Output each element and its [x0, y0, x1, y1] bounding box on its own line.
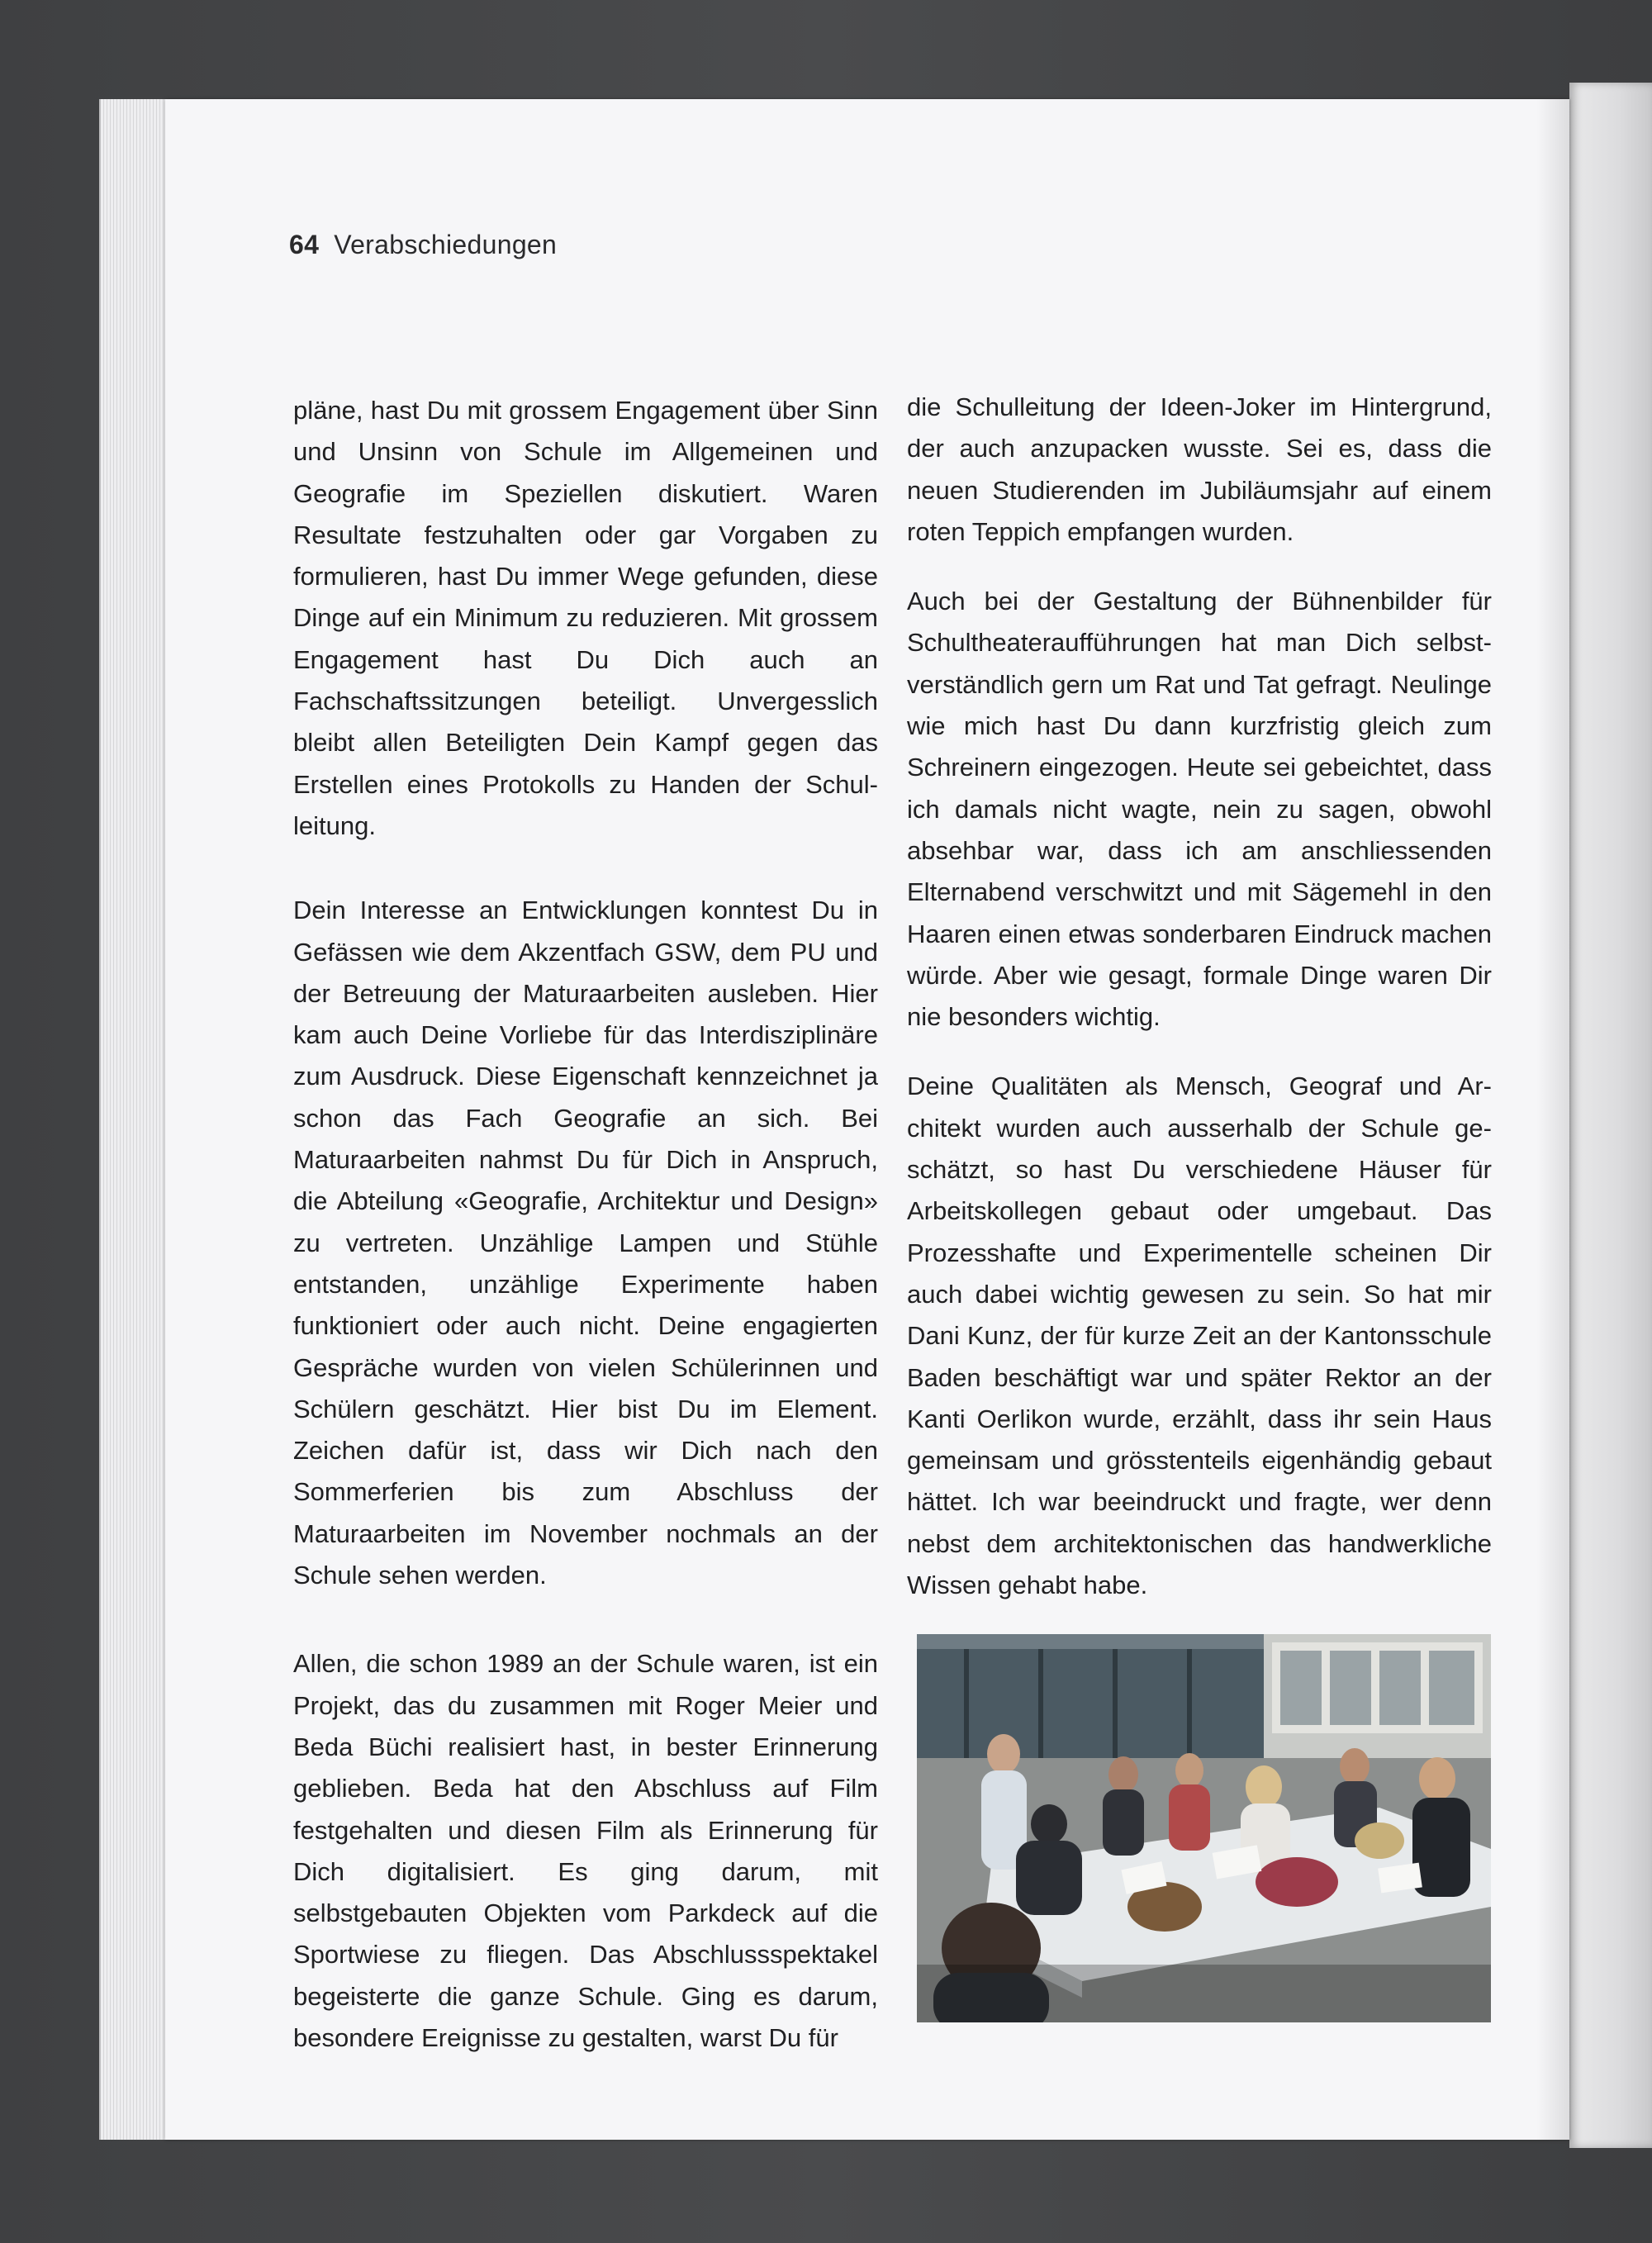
paragraph: Deine Qualitäten als Mensch, Geograf und Architekt wurden auch ausserhalb der Schule geschätzt, so hast Du verschiedene Häuser für Arbeitskollegen gebaut oder umgebaut. Das Prozesshafte und Experimentelle scheinen Dir auch dabei wichtig gewesen zu sein. So hat mir Dani Kunz, der für kurze Zeit an der Kantonsschule Baden beschäftigt war und später Rektor an der Kanti Oerlikon wurde, erzählt, dass ihr sein Haus gemeinsam und grösstenteils eigenhändig gebaut hättet. Ich war beeindruckt und fragte, wer denn nebst dem architektonischen das handwerkliche Wissen gehabt habe.	[907, 1072, 1492, 1600]
photo-illustration	[917, 1634, 1491, 2022]
facing-page-edge	[1569, 83, 1652, 2148]
paragraph: Dein Interesse an Entwicklungen konntest Du in Gefässen wie dem Akzentfach GSW, dem PU und der Betreuung der Maturaarbeiten ausleben. Hier kam auch Deine Vorliebe für das Interdisziplinäre zum Ausdruck. Diese Eigenschaft kennzeichnet ja schon das Fach Geografie an sich. Bei Maturaarbeiten nahmst Du für Dich in Anspruch, die Abteilung «Geografie, Architektur und Design» zu vertreten. Unzählige Lampen und Stühle entstanden, unzählige Experimente haben funktioniert oder auch nicht. Deine engagierten Gespräche wurden von vielen Schülerinnen und Schülern geschätzt. Hier bist Du im Element. Zeichen dafür ist, dass wir Dich nach den Sommerferien bis zum Abschluss der Maturaarbeiten im November nochmals an der Schule sehen werden.	[293, 896, 878, 1590]
page-number: 64	[289, 230, 320, 259]
classroom-photo	[917, 1634, 1491, 2022]
paragraph: Auch bei der Gestaltung der Bühnenbilder für Schultheateraufführungen hat man Dich selbstverständlich gern um Rat und Tat gefragt. Neulinge wie mich hast Du dann kurzfristig gleich zum Schreinern eingezogen. Heute sei gebeichtet, dass ich damals nicht wagte, nein zu sagen, obwohl absehbar war, dass ich am anschliessenden Elternabend verschwitzt und mit Sägemehl in den Haaren einen etwas sonderbaren Eindruck machen würde. Aber wie gesagt, formale Dinge waren Dir nie besonders wichtig.	[907, 587, 1492, 1032]
paragraph: die Schulleitung der Ideen-Joker im Hintergrund, der auch anzupacken wusste. Sei es, dass die neuen Studierenden im Jubiläumsjahr auf einem roten Teppich empfangen wurden.	[907, 392, 1492, 546]
section-title: Verabschiedungen	[334, 230, 558, 259]
paragraph: pläne, hast Du mit grossem Engagement über Sinn und Unsinn von Schule im Allgemeinen und Geografie im Speziellen diskutiert. Waren Resultate festzuhalten oder gar Vorgaben zu formulieren, hast Du immer Wege gefunden, diese Dinge auf ein Minimum zu reduzieren. Mit grossem Engagement hast Du Dich auch an Fachschaftssitzungen beteiligt. Unvergesslich bleibt allen Beteiligten Dein Kampf gegen das Erstellen eines Protokolls zu Handen der Schulleitung.	[293, 396, 878, 840]
left-column	[293, 390, 878, 2059]
paragraph: Allen, die schon 1989 an der Schule waren, ist ein Projekt, das du zusammen mit Roger Meier und Beda Büchi realisiert hast, in bester Erinnerung geblieben. Beda hat den Abschluss auf Film festgehalten und diesen Film als Erinnerung für Dich digitalisiert. Es ging darum, mit selbstgebauten Objekten vom Parkdeck auf die Sportwiese zu fliegen. Das Abschlussspektakel begeisterte die ganze Schule. Ging es darum, besondere Ereignisse zu gestalten, warst Du für	[293, 1649, 878, 2052]
right-column	[907, 387, 1492, 1606]
running-header	[289, 230, 557, 260]
page-stack-edge	[99, 99, 175, 2140]
